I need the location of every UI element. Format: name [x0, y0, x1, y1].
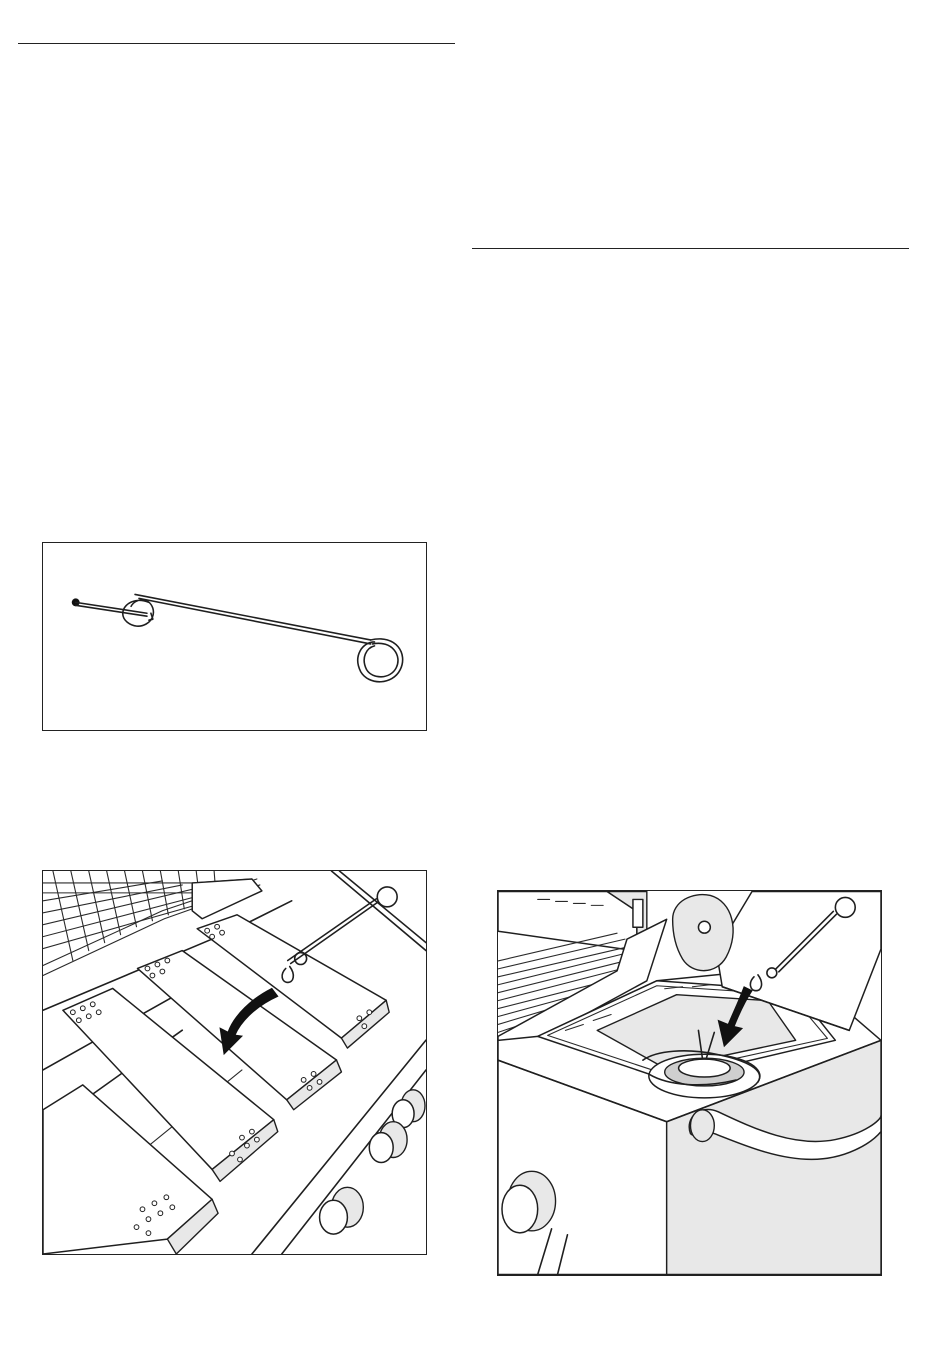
section-divider-left — [18, 43, 455, 44]
side-burner-lighting-icon — [498, 891, 881, 1275]
section-divider-right — [472, 248, 909, 249]
match-holder-wire-icon — [43, 543, 426, 730]
heat-deflectors-lighting-icon — [43, 871, 426, 1254]
side-burner-figure — [497, 890, 882, 1276]
heat-deflector-figure — [42, 870, 427, 1255]
match-holder-figure — [42, 542, 427, 731]
